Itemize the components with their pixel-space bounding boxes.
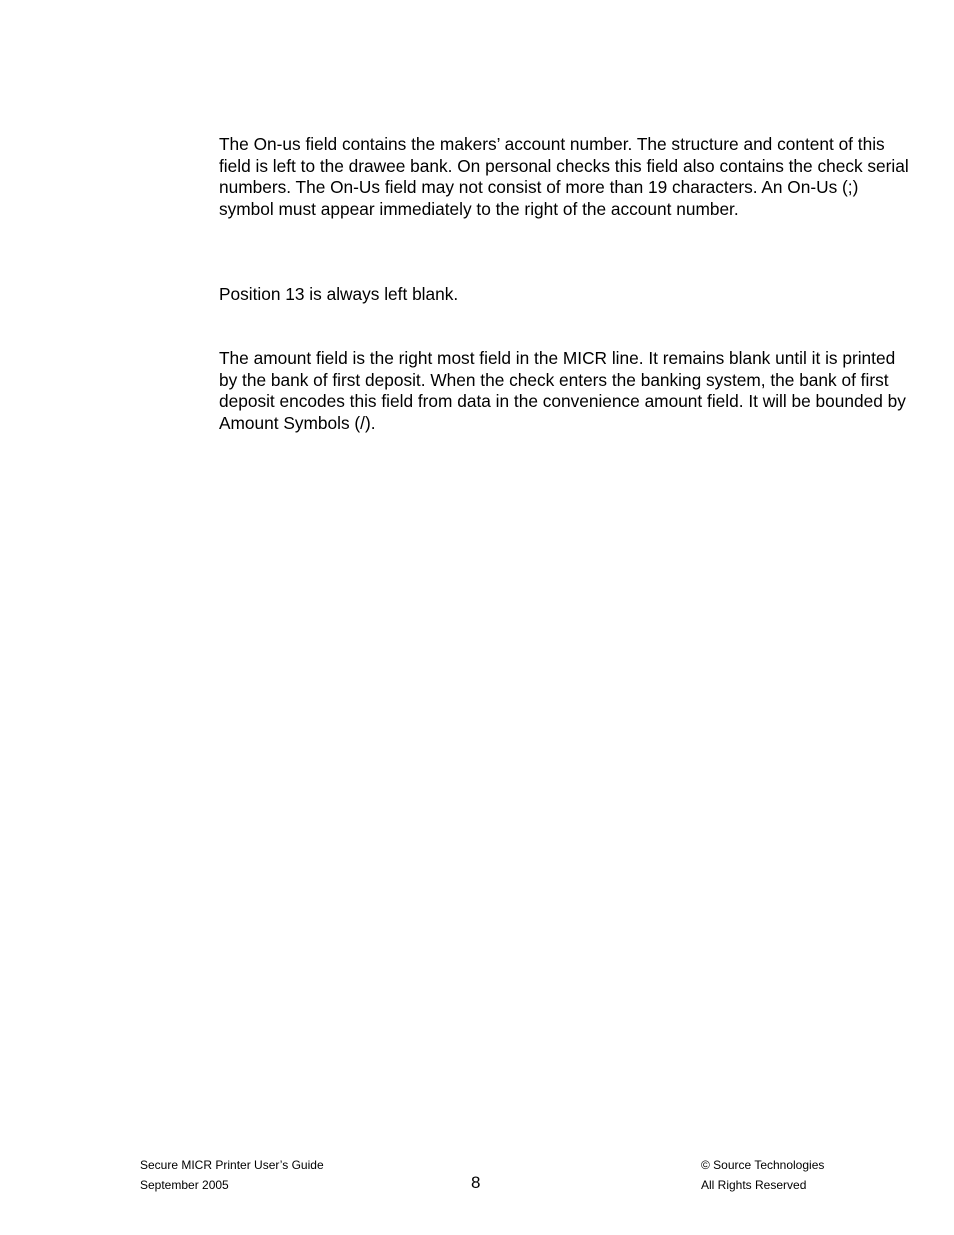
paragraph-position-13: Position 13 is always left blank.: [219, 284, 459, 304]
footer-guide-title: Secure MICR Printer User’s Guide: [140, 1158, 324, 1172]
paragraph-on-us-field: The On-us field contains the makers’ account number. The structure and content of this field is left to the drawee bank. On personal checks this field also contains the check serial numbers. The On-Us field may not consist of more than 19 characters. An On-Us (;) symbol must appear immediately to the right of the account number.: [219, 134, 909, 219]
footer-rights: All Rights Reserved: [701, 1178, 807, 1192]
paragraph-amount-field: The amount field is the right most field in the MICR line. It remains blank until it is printed by the bank of first deposit. When the check enters the banking system, the bank of first deposit encodes this field from data in the convenience amount field. It will be bounded by Amount Symbols (/).: [219, 348, 906, 433]
page-number: 8: [471, 1173, 481, 1192]
footer-date: September 2005: [140, 1178, 229, 1192]
footer-copyright: © Source Technologies: [701, 1158, 825, 1172]
